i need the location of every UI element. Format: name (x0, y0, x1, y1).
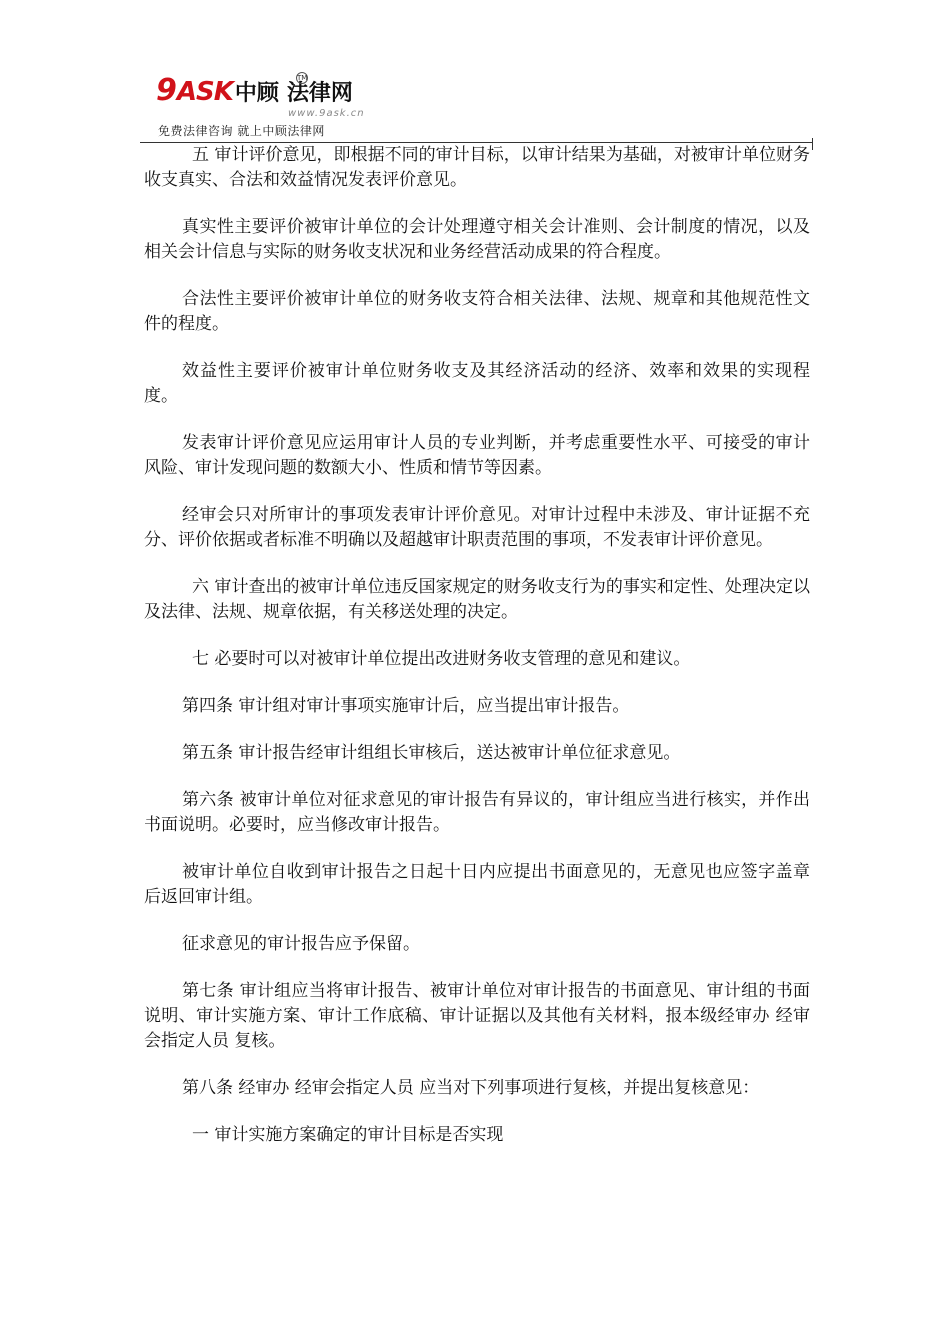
paragraph-item-1: 一 审计实施方案确定的审计目标是否实现 (192, 1125, 504, 1145)
paragraph-legality: 合法性主要评价被审计单位的财务收支符合相关法律、法规、规章和其他规范性文件的程度。 (144, 289, 810, 334)
paragraph-scope: 经审会只对所审计的事项发表审计评价意见。对审计过程中未涉及、审计证据不充分、评价依据或者标准不明确以及超越审计职责范围的事项，不发表审计评价意见。 (144, 505, 810, 550)
paragraph-article-7: 第七条 审计组应当将审计报告、被审计单位对审计报告的书面意见、审计组的书面说明、审计实施方案、审计工作底稿、审计证据以及其他有关材料，报本级经审办 经审会指定人员 复核。 (144, 981, 810, 1051)
paragraph-audit-opinion: 五 审计评价意见，即根据不同的审计目标，以审计结果为基础，对被审计单位财务收支真实、合法和效益情况发表评价意见。 (144, 145, 810, 190)
paragraph-article-6: 第六条 被审计单位对征求意见的审计报告有异议的，审计组应当进行核实，并作出书面说明。必要时，应当修改审计报告。 (144, 790, 810, 835)
logo-falv: 法律网 (286, 81, 353, 106)
paragraph-retention: 征求意见的审计报告应予保留。 (182, 934, 420, 954)
document-body (144, 143, 810, 1170)
logo-zhonggu: 中顾 (234, 81, 279, 106)
trademark-icon: TM (297, 74, 308, 82)
paragraph-article-5: 第五条 审计报告经审计组组长审核后，送达被审计单位征求意见。 (182, 743, 681, 763)
logo-wordmark (156, 74, 353, 108)
paragraph-article-4: 第四条 审计组对审计事项实施审计后，应当提出审计报告。 (182, 696, 630, 716)
logo-url: www.9ask.cn (288, 108, 365, 119)
paragraph-judgment: 发表审计评价意见应运用审计人员的专业判断，并考虑重要性水平、可接受的审计风险、审计发现问题的数额大小、性质和情节等因素。 (144, 433, 810, 478)
site-logo[interactable] (156, 74, 396, 136)
paragraph-feedback-deadline: 被审计单位自收到审计报告之日起十日内应提出书面意见的，无意见也应签字盖章后返回审计组。 (144, 862, 810, 907)
paragraph-article-8: 第八条 经审办 经审会指定人员 应当对下列事项进行复核，并提出复核意见： (182, 1078, 760, 1098)
paragraph-efficiency: 效益性主要评价被审计单位财务收支及其经济活动的经济、效率和效果的实现程度。 (144, 361, 810, 406)
header-divider-mark (812, 138, 813, 150)
paragraph-violations: 六 审计查出的被审计单位违反国家规定的财务收支行为的事实和定性、处理决定以及法律、法规、规章依据，有关移送处理的决定。 (144, 577, 810, 622)
paragraph-suggestions: 七 必要时可以对被审计单位提出改进财务收支管理的意见和建议。 (192, 649, 691, 669)
page-header (140, 70, 820, 142)
logo-ask: ASK (176, 77, 233, 107)
paragraph-authenticity: 真实性主要评价被审计单位的会计处理遵守相关会计准则、会计制度的情况，以及相关会计信息与实际的财务收支状况和业务经营活动成果的符合程度。 (144, 217, 810, 262)
logo-slogan: 免费法律咨询 就上中顾法律网 (158, 124, 325, 138)
logo-nine: 9 (156, 73, 177, 108)
